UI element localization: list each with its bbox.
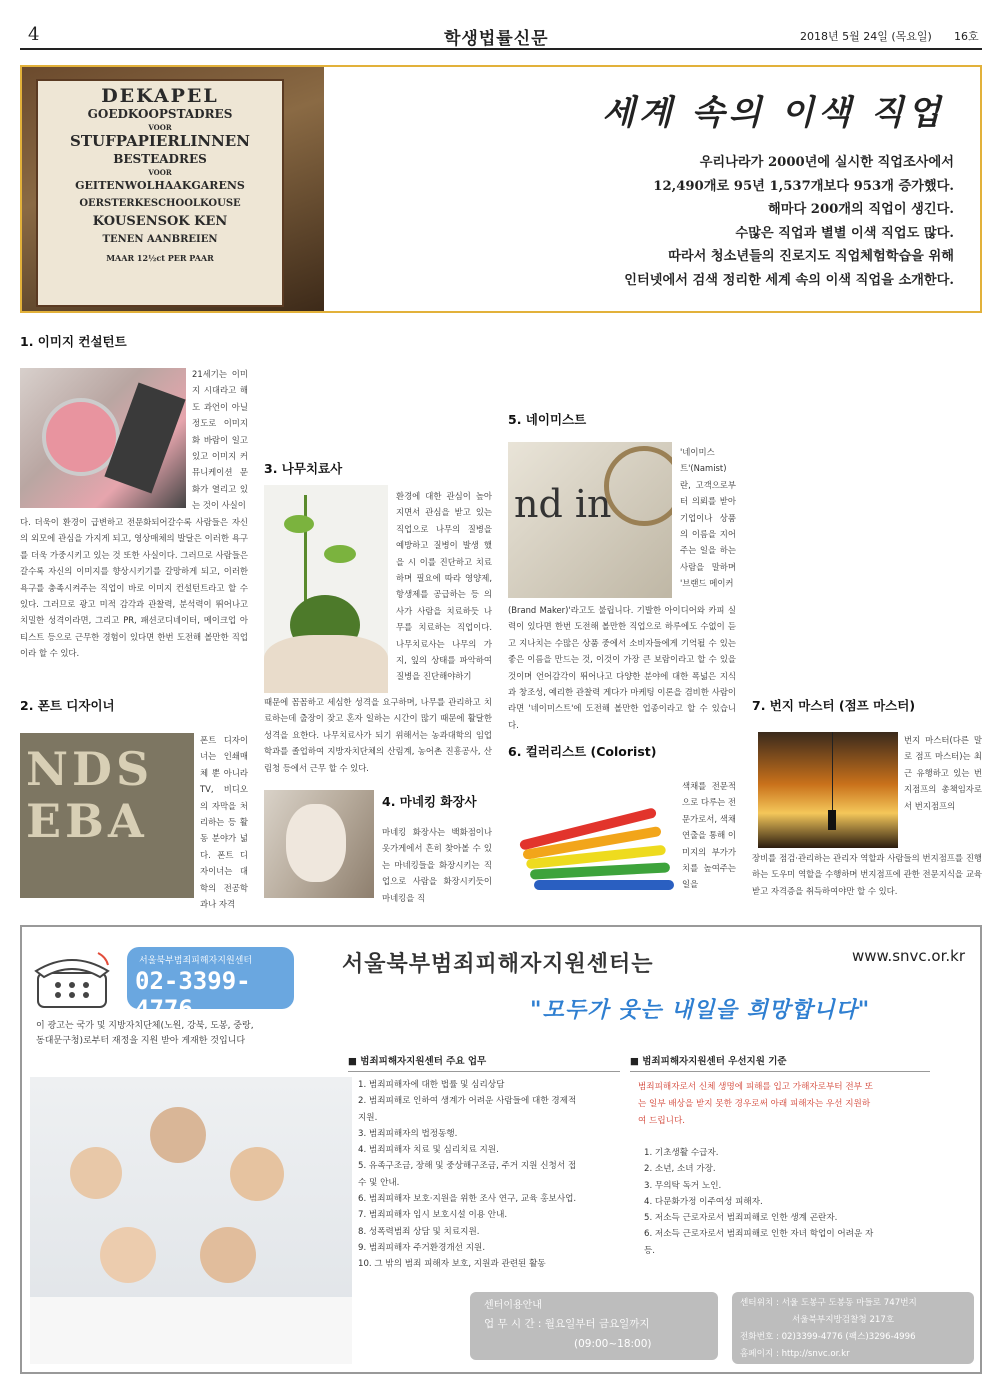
ad-url[interactable]: www.snvc.or.kr	[852, 947, 965, 965]
family-photo	[30, 1077, 352, 1364]
priority-note: 범죄피해자로서 신체 생명에 피해를 입고 가해자로부터 전부 또는 일부 배상을 받지 못한 경우로써 아래 피해자는 우선 지원하여 드립니다.	[638, 1082, 873, 1126]
priority-item: 5. 저소득 근로자로서 범죄피해로 인한 생계 곤란자.	[644, 1213, 838, 1224]
section-body: 장비를 점검·관리하는 관리자 역할과 사람들의 번지점프를 진행하는 도우미 역할을 수행하며 번지점프에 관한 전문지식을 교육받고 자격증을 취득하여야만 할 수 있다.	[752, 853, 982, 896]
feature-box	[20, 65, 982, 313]
bungee-sunset-photo	[758, 732, 898, 848]
sign-line: GOEDKOOPSTADRES	[87, 107, 233, 121]
sign-line: STUFPAPIERLINNEN	[70, 132, 250, 150]
intro-line: 따라서 청소년들의 진로지도 직업체험학습을 위해	[668, 249, 954, 265]
priority-item: 3. 무의탁 독거 노인.	[644, 1180, 722, 1191]
sign-line: BESTEADRES	[113, 152, 207, 166]
funding-notice: 이 광고는 국가 및 지방자치단체(노원, 강북, 도봉, 중랑, 동대문구청)로부터 재정을 지원 받아 게재한 것입니다	[36, 1021, 254, 1046]
task-item: 8. 성폭력범죄 상담 및 치료지원.	[358, 1226, 480, 1237]
sign-line: DEKAPEL	[101, 85, 219, 107]
section-side-text: '네이미스트'(Namist)란, 고객으로부터 의뢰를 받아 기업이나 상품의 이름을 지어주는 일을 하는 사람을 말하며 '브랜드 메이커	[680, 447, 736, 589]
section-body: (Brand Maker)'라고도 불립니다. 기발한 아이디어와 카피 실력이 있다면 한번 도전해 볼만한 직업으로 하루에도 수없이 듣고 지나치는 수많은 상품 중에서 소비자들에게 기억될 수 있는 좋은 이름을 만드는 것, 이것이 가장 큰 보람이라고 할 수 있을 것이며 언어감각이 뛰어나고 다양한 분야에 대한 폭넓은 지식과 창조성, 예리한 관찰력 게다가 마케팅 이론을 겸비한 사람이라면 '네이미스트'에 도전해 볼만한 업종이라고 할 수 있습니다.	[508, 605, 736, 730]
info-time: (09:00~18:00)	[574, 1338, 652, 1350]
page-number: 4	[28, 24, 40, 45]
section-side-text: 환경에 대한 관심이 높아지면서 관심을 받고 있는 직업으로 나무의 질병을 예방하고 질병이 발생 했을 시 이를 진단하고 치료하며 필요에 따라 영양제, 항생제를 공급하는 등 의사가 사람을 치료하듯 나무를 치료하는 직업이다. 나무치료사는 나무의 가지, 잎의 상태를 파악하여 질병을 진단해야하기	[396, 491, 492, 682]
task-item: 4. 범죄피해자 치료 및 심리치료 지원.	[358, 1145, 499, 1156]
letterpress-photo: NDS EBA	[20, 733, 194, 898]
address-line: 서울북부지방검찰청 217호	[792, 1315, 895, 1325]
priority-item: 6. 저소득 근로자로서 범죄피해로 인한 자녀 학업이 어려운 자 등.	[644, 1229, 874, 1256]
section-title: 3. 나무치료사	[264, 461, 343, 476]
task-item: 10. 그 밖의 범죄 피해자 보호, 지원과 관련된 활동	[358, 1259, 546, 1270]
feature-title: 세계 속의 이색 직업	[602, 93, 945, 133]
priority-list	[644, 1145, 884, 1259]
info-title: 센터이용안내	[484, 1300, 542, 1311]
sign-line: OERSTERKESCHOOLKOUSE	[79, 198, 241, 209]
section-body: 때문에 꼼꼼하고 세심한 성격을 요구하며, 나무를 관리하고 치료하는데 출장이 잦고 혼자 일하는 시간이 많기 때문에 활달한 성격을 요한다. 나무치료사가 되기 위해서는 농과대학의 임업학과를 졸업하여 지방자치단체의 산림계, 농어촌 진흥공사, 산림청 등에서 근무 할 수 있다.	[264, 697, 492, 773]
mannequin-photo	[264, 790, 374, 898]
section-side-text: 21세기는 이미지 시대라고 해도 과언이 아닐 정도로 이미지화 바람이 일고 있고 이미지 커뮤니케이션 문화가 열리고 있는 것이 사실이	[192, 369, 248, 511]
shop-sign	[36, 79, 284, 307]
phone-badge	[127, 947, 294, 1023]
ad-headline: 서울북부범죄피해자지원센터는	[342, 952, 654, 977]
sign-line: GEITENWOLHAAKGARENS	[75, 179, 245, 192]
divider	[348, 1071, 620, 1072]
section-side-text: 폰트 디자이너는 인쇄매체 뿐 아니라 TV, 비디오의 자막을 처리하는 등 활동 분야가 넓다. 폰트 디자이너는 대학의 전공학과나 자격	[200, 735, 248, 910]
issue-number: 16호	[954, 30, 979, 43]
task-item: 5. 유족구조금, 장해 및 중상해구조금, 주거 지원 신청서 접수 및 안내.	[358, 1161, 577, 1188]
intro-line: 수많은 직업과 별별 이색 직업도 많다.	[735, 225, 954, 241]
intro-line: 해마다 200개의 직업이 생긴다.	[767, 202, 954, 218]
priority-item: 4. 다문화가정 이주여성 피해자.	[644, 1196, 763, 1207]
sign-line: KOUSENSOK KEN	[92, 214, 228, 229]
color-chain-photo	[508, 776, 674, 900]
sign-line: TENEN AANBREIEN	[102, 234, 218, 245]
section-title: 7. 번지 마스터 (점프 마스터)	[752, 698, 916, 713]
phone-line: 전화번호 : 02)3399-4776 (팩스)3296-4996	[740, 1332, 916, 1342]
sign-line: MAAR 12½ct PER PAAR	[106, 253, 214, 263]
task-item: 3. 범죄피해자의 법정동행.	[358, 1128, 458, 1139]
task-item: 7. 범죄피해자 임시 보호시설 이용 안내.	[358, 1210, 508, 1221]
center-info-box	[470, 1292, 718, 1360]
priority-item: 2. 소년, 소녀 가장.	[644, 1164, 716, 1175]
advertisement	[20, 925, 982, 1374]
sign-line: VOOR	[148, 168, 172, 177]
tasks-title: ■ 범죄피해자지원센터 주요 업무	[348, 1056, 487, 1067]
address-line: 센터위치 : 서울 도봉구 도봉동 마들로 747번지	[740, 1298, 917, 1308]
section-side-text: 마네킹 화장사는 백화점이나 옷가게에서 흔히 찾아볼 수 있는 마네킹들을 화장시키는 직업으로 사람을 화장시키듯이 마네킹을 직	[382, 827, 492, 903]
task-item: 1. 범죄피해자에 대한 법률 및 심리상담	[358, 1080, 505, 1090]
section-side-text: 번지 마스터(다른 말로 점프 마스터)는 최근 유행하고 있는 번지점프의 총책임자로서 번지점프의	[904, 735, 982, 811]
issue-date: 2018년 5월 24일 (목요일)	[800, 30, 932, 43]
address-box	[732, 1292, 974, 1364]
phone-number: 02-3399-4776	[135, 967, 251, 1023]
center-name: 서울북부범죄피해자지원센터	[139, 956, 253, 966]
intro-line: 12,490개로 95년 1,537개보다 953개 증가했다.	[653, 178, 954, 194]
priority-item: 1. 기초생활 수급자.	[644, 1148, 719, 1158]
sign-line: VOOR	[148, 123, 172, 132]
info-hours: 업 무 시 간 : 월요일부터 금요일까지	[484, 1318, 650, 1330]
task-item: 6. 범죄피해자 보호·지원을 위한 조사 연구, 교육 홍보사업.	[358, 1194, 577, 1205]
telephone-icon	[32, 951, 112, 1011]
web-line[interactable]: 홈페이지 : http://snvc.or.kr	[740, 1349, 850, 1359]
makeup-photo	[20, 368, 186, 508]
priority-title: ■ 범죄피해자지원센터 우선지원 기준	[630, 1056, 787, 1067]
paper-name: 학생법률신문	[444, 29, 549, 49]
divider	[630, 1071, 930, 1072]
intro-line: 우리나라가 2000년에 실시한 직업조사에서	[699, 155, 954, 170]
section-title: 1. 이미지 컨설턴트	[20, 334, 127, 349]
task-item: 2. 범죄피해로 인하여 생계가 어려운 사람들에 대한 경제적 지원.	[358, 1096, 577, 1123]
section-side-text: 색채를 전문적으로 다루는 전문가로서, 색채 연출을 통해 이미지의 부가가치를 높여주는 일을	[682, 781, 736, 890]
feature-intro	[582, 151, 954, 293]
sapling-photo	[264, 485, 388, 693]
newspaper-magnifier-photo: nd in	[508, 442, 672, 598]
section-title: 5. 네이미스트	[508, 412, 587, 427]
section-body: 다. 더욱이 환경이 급변하고 전문화되어갈수록 사람들은 자신의 외모에 관심을 가지게 되고, 영상매체의 발달은 이러한 욕구를 더욱 가중시키고 있는 것 또한 사실이다. 그러므로 사람들은 갈수록 자신의 이미지를 향상시키기를 갈망하게 되고, 이러한 욕구를 충족시켜주는 직업이 바로 이미지 컨설턴트라고 할 수 있다. 그러므로 광고 미적 감각과 관찰력, 분석력이 뛰어나고 치밀한 성격이라면, 그리고 PR, 패션코디네이터, 메이크업 아티스트 등으로 근무한 경험이 있다면 한번 도전해 볼만한 직업이라 할 수 있다.	[20, 517, 248, 659]
shop-sign-photo	[22, 67, 324, 311]
task-item: 9. 범죄피해자 주거환경개선 지원.	[358, 1242, 486, 1253]
section-title: 2. 폰트 디자이너	[20, 698, 115, 713]
page-header	[20, 22, 982, 50]
tasks-list	[358, 1077, 582, 1273]
ad-slogan: "모두가 웃는 내일을 희망합니다"	[530, 998, 871, 1023]
intro-line: 인터넷에서 검색 정리한 세계 속의 이색 직업을 소개한다.	[624, 272, 954, 288]
section-title: 4. 마네킹 화장사	[382, 794, 477, 809]
section-title: 6. 컬러리스트 (Colorist)	[508, 744, 657, 759]
